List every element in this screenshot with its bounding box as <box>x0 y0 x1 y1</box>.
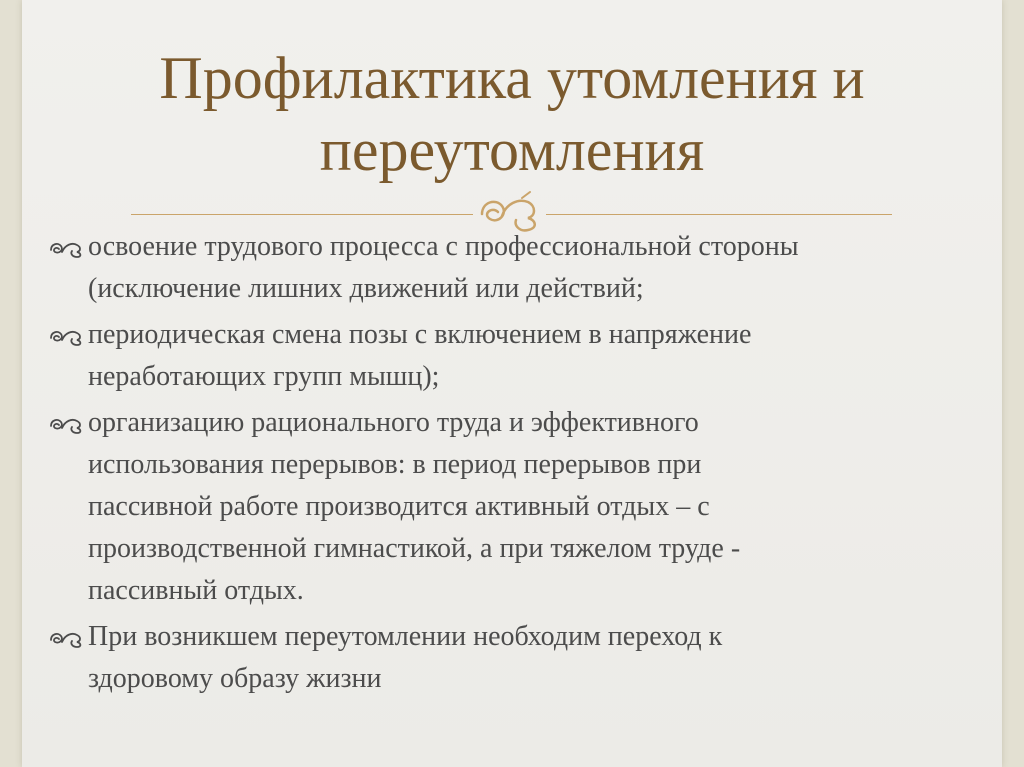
bullet-2-line-1: периодическая смена позы с включением в напряжение <box>88 319 752 350</box>
bullet-3-line-5: пассивный отдых. <box>88 575 304 606</box>
scroll-flourish-bullet-icon <box>48 414 86 434</box>
scroll-flourish-bullet-icon <box>48 326 86 346</box>
bullet-item-4 <box>48 616 948 700</box>
scroll-flourish-bullet-icon <box>48 238 86 258</box>
slide-title-line-1: Профилактика утомления и <box>159 45 865 111</box>
bullet-1-line-2: (исключение лишних движений или действий; <box>88 273 644 304</box>
title-divider-right <box>546 214 892 215</box>
bullet-3-line-3: пассивной работе производится активный отдых – с <box>88 491 710 522</box>
bullet-3-line-2: использования перерывов: в период перерывов при <box>88 449 702 480</box>
slide-title-line-2: переутомления <box>319 117 705 183</box>
bullet-2-line-2: неработающих групп мышц); <box>88 361 440 392</box>
bullet-4-line-1: При возникшем переутомлении необходим переход к <box>88 621 723 652</box>
bullet-1-line-1: освоение трудового процесса с профессиональной стороны <box>88 231 799 262</box>
title-divider-left <box>131 214 473 215</box>
bullet-4-line-2: здоровому образу жизни <box>88 663 382 694</box>
bullet-item-2 <box>48 314 948 398</box>
bullet-3-line-4: производственной гимнастикой, а при тяжелом труде - <box>88 533 741 564</box>
bullet-item-1 <box>48 226 948 310</box>
bullet-item-3 <box>48 402 948 612</box>
scroll-flourish-bullet-icon <box>48 628 86 648</box>
slide-title <box>0 42 1024 186</box>
bullet-list <box>48 226 948 704</box>
bullet-3-line-1: организацию рационального труда и эффективного <box>88 407 699 438</box>
